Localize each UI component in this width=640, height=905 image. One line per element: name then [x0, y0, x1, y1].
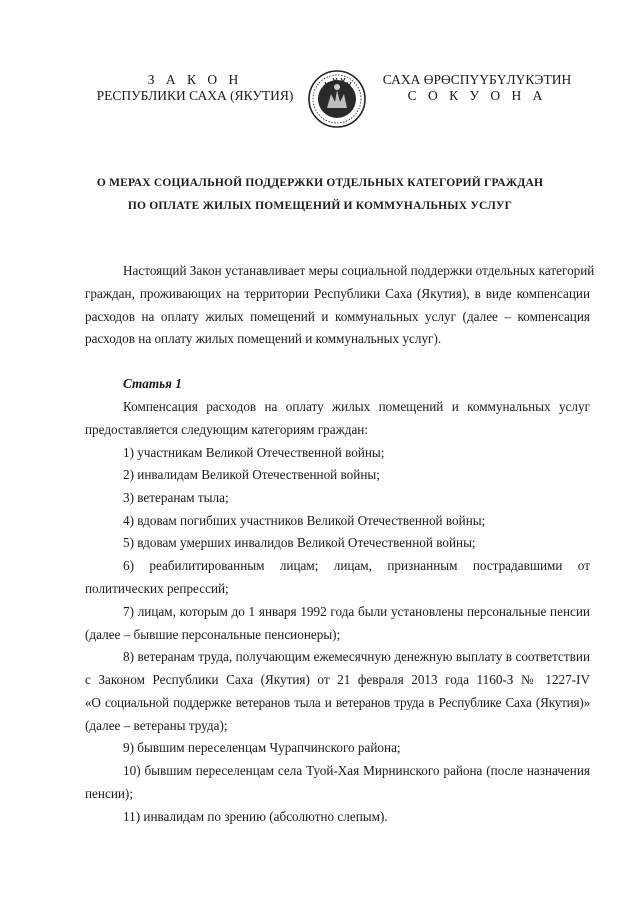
list-item-continuation: пенсии); [85, 786, 133, 801]
document-title-line2: ПО ОПЛАТЕ ЖИЛЫХ ПОМЕЩЕНИЙ И КОММУНАЛЬНЫХ УСЛУГ [127, 200, 513, 212]
list-item: 8) ветеранам труда, получающим ежемесячную денежную выплату в соответствии [123, 649, 590, 664]
law-word-sakha: С О К У О Н А [407, 88, 547, 103]
preamble-line: расходов на оплату жилых помещений и коммунальных услуг (далее – компенсация [85, 309, 590, 324]
document-title-line1: О МЕРАХ СОЦИАЛЬНОЙ ПОДДЕРЖКИ ОТДЕЛЬНЫХ КАТЕГОРИЙ ГРАЖДАН [96, 177, 544, 189]
list-item: 2) инвалидам Великой Отечественной войны; [123, 467, 380, 482]
list-item: 7) лицам, которым до 1 января 1992 года были установлены персональные пенсии [123, 604, 590, 619]
list-item: 5) вдовам умерших инвалидов Великой Отечественной войны; [123, 535, 476, 550]
list-item-continuation: с Законом Республики Саха (Якутия) от 21 февраля 2013 года 1160-З № 1227-IV [85, 672, 590, 687]
list-item: 1) участникам Великой Отечественной войны; [123, 445, 385, 460]
law-word: З А К О Н [147, 72, 243, 87]
preamble-line: Настоящий Закон устанавливает меры социальной поддержки отдельных категорий [123, 263, 595, 278]
list-item-continuation: (далее – бывшие персональные пенсионеры); [85, 627, 341, 642]
list-item: 6) реабилитированным лицам; лицам, признанным пострадавшими от [123, 558, 590, 573]
article-heading: Статья 1 [123, 376, 182, 391]
list-item: 10) бывшим переселенцам села Туой-Хая Мирнинского района (после назначения [123, 763, 590, 778]
list-item-continuation: «О социальной поддержке ветеранов тыла и ветеранов труда в Республике Саха (Якутия)» [85, 695, 590, 710]
republic-name-sakha: САХА ӨРӨСПҮҮБҮЛҮКЭТИН [382, 72, 572, 87]
republic-name: РЕСПУБЛИКИ САХА (ЯКУТИЯ) [96, 88, 294, 103]
list-item: 11) инвалидам по зрению (абсолютно слепым). [123, 809, 388, 824]
list-item-continuation: (далее – ветераны труда); [85, 718, 228, 733]
list-item-continuation: политических репрессий; [85, 581, 229, 596]
header-right [372, 72, 582, 104]
list-item: 9) бывшим переселенцам Чурапчинского района; [123, 740, 401, 755]
preamble-line: расходов на оплату жилых помещений и коммунальных услуг). [85, 331, 442, 346]
list-item: 4) вдовам погибших участников Великой Отечественной войны; [123, 513, 486, 528]
preamble-line: граждан, проживающих на территории Республики Саха (Якутия), в виде компенсации [85, 286, 590, 301]
coat-of-arms-emblem [307, 68, 367, 130]
list-item: 3) ветеранам тыла; [123, 490, 229, 505]
article-intro-line: предоставляется следующим категориям граждан: [85, 422, 369, 437]
header-left [84, 72, 306, 104]
article-intro-line: Компенсация расходов на оплату жилых помещений и коммунальных услуг [123, 399, 590, 414]
